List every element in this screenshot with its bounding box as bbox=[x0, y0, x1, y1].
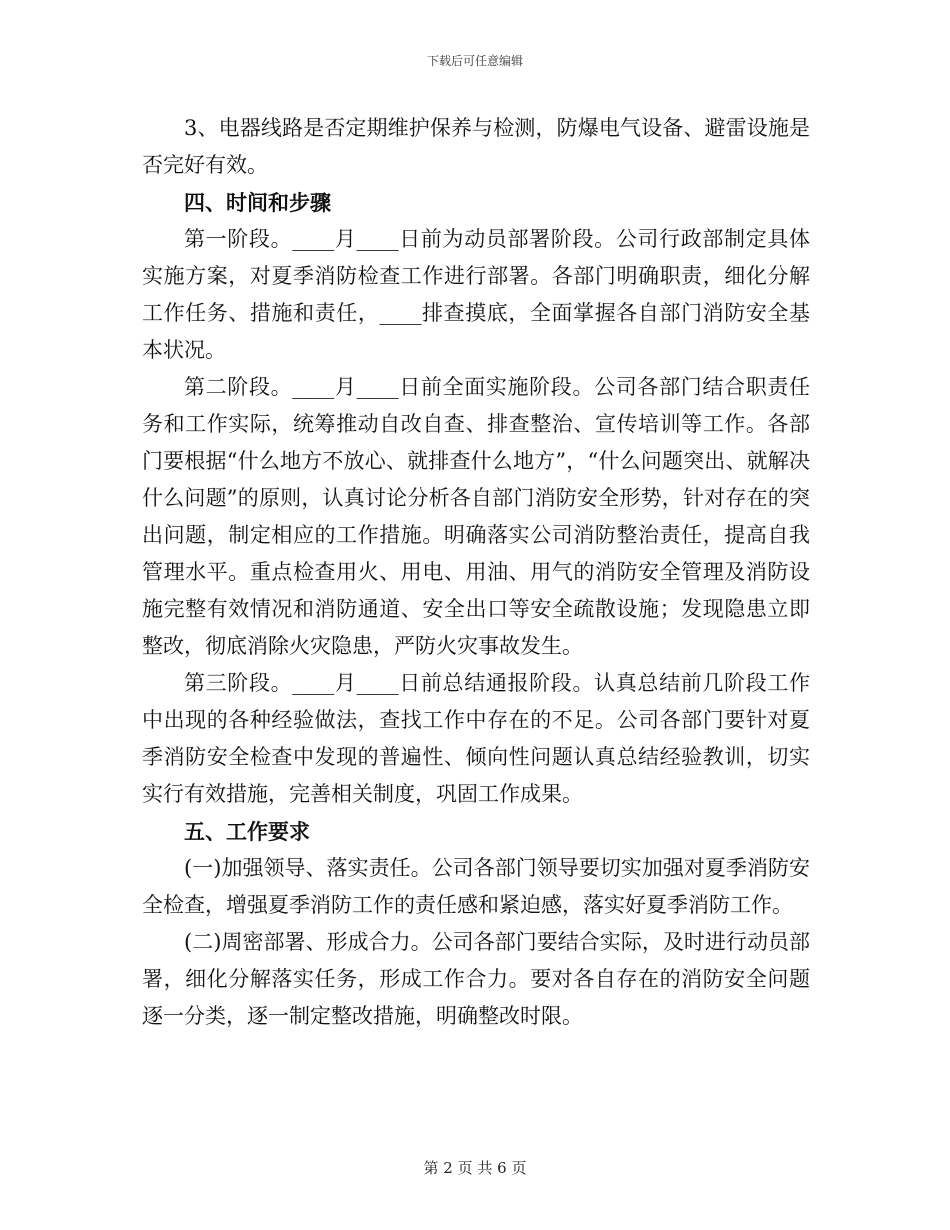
document-body bbox=[142, 110, 810, 1035]
section-heading-time-steps: 四、时间和步骤 bbox=[184, 190, 331, 215]
section-heading-requirements: 五、工作要求 bbox=[184, 819, 310, 844]
paragraph-stage-three: 第三阶段。____月____日前总结通报阶段。认真总结前几阶段工作中出现的各种经验做法，查找工作中存在的不足。公司各部门要针对夏季消防安全检查中发现的普遍性、倾向性问题认真总结经验教训，切实实行有效措施，完善相关制度，巩固工作成果。 bbox=[142, 671, 810, 806]
page-header-note: 下载后可任意编辑 bbox=[426, 54, 523, 68]
paragraph-stage-one: 第一阶段。____月____日前为动员部署阶段。公司行政部制定具体实施方案，对夏季消防检查工作进行部署。各部门明确职责，细化分解工作任务、措施和责任，____排查摸底，全面掌握各自部门消防安全基本状况。 bbox=[142, 227, 810, 362]
paragraph-requirement-one: (一)加强领导、落实责任。公司各部门领导要切实加强对夏季消防安全检查，增强夏季消防工作的责任感和紧迫感，落实好夏季消防工作。 bbox=[142, 856, 810, 917]
paragraph-stage-two: 第二阶段。____月____日前全面实施阶段。公司各部门结合职责任务和工作实际，统筹推动自改自查、排查整治、宣传培训等工作。各部门要根据“什么地方不放心、就排查什么地方”，“什么问题突出、就解决什么问题”的原则，认真讨论分析各自部门消防安全形势，针对存在的突出问题，制定相应的工作措施。明确落实公司消防整治责任，提高自我管理水平。重点检查用火、用电、用油、用气的消防安全管理及消防设施完整有效情况和消防通道、安全出口等安全疏散设施；发现隐患立即整改，彻底消除火灾隐患，严防火灾事故发生。 bbox=[142, 375, 810, 658]
paragraph-requirement-two: (二)周密部署、形成合力。公司各部门要结合实际，及时进行动员部署，细化分解落实任务，形成工作合力。要对各自存在的消防安全问题逐一分类，逐一制定整改措施，明确整改时限。 bbox=[142, 930, 810, 1028]
page-number-footer: 第 2 页 共 6 页 bbox=[423, 1159, 527, 1177]
paragraph-electrical-check: 3、电器线路是否定期维护保养与检测，防爆电气设备、避雷设施是否完好有效。 bbox=[142, 116, 810, 177]
